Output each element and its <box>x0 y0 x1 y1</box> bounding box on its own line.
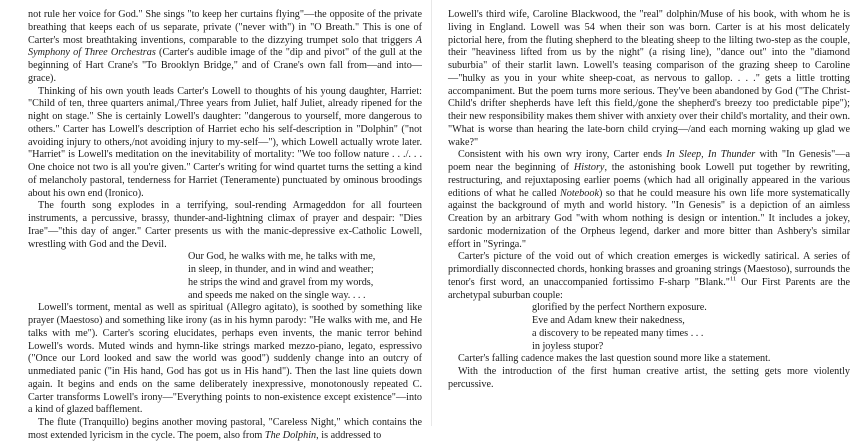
poem-quote <box>188 251 422 302</box>
paragraph-text: Carter's picture of the void out of which creation emerges is wickedly satirical. A series of primordially disconnected chords, honking brasses and groaning strings (Maestoso), surrounds the tenor's first word, an unaccompanied fortissimo F-sharp "Blank." <box>448 251 850 288</box>
poem-line: in sleep, in thunder, and in wind and weather; <box>188 264 374 275</box>
poem-quote <box>532 302 850 353</box>
paragraph-text: Our First Parents are the archetypal suburban couple: <box>448 276 850 301</box>
paragraph: Lowell's third wife, Caroline Blackwood, the "real" dolphin/Muse of his book, with whom he is living in England. Lowell was 54 when their son was born. Carter is at his most delicately pictorial here, from the fluting shepherd to the bleating sheep to the lilting two-step as the couple, their "heaviness lifted from us by the night" (a rising line), "dance out" into the "diamond suburbia" of their starlit lawn. Lowell's teasing comparison of the grazing sheep to Caroline—"hulky as you in your white sheep-coat, as nervous to gallop. . . ." gets a little trotting accompaniment. But the poem turns more serious. They've been abandoned by God ("The Christ-Child's drifter shepherds have left this field,/gone the shepherd's breezy too predictable pipe"); their new responsibility makes them shiver with anxiety over their child's mortality, and their own. "What is worse than hearing the late-born child crying—/and each morning waking up glad we wake?" <box>448 9 850 148</box>
poem-line: a discovery to be repeated many times . . . <box>532 327 704 339</box>
left-page <box>0 0 432 441</box>
poem-line: in joyless stupor? <box>532 340 604 352</box>
poem-line: and speeds me naked on the single way. . . . <box>188 289 366 301</box>
right-page <box>432 0 864 426</box>
footnote-marker: 11 <box>729 275 737 283</box>
poem-line: glorified by the perfect Northern exposure. <box>532 302 707 314</box>
paragraph: Thinking of his own youth leads Carter's Lowell to thoughts of his young daughter, Harriet: "Child of ten, three quarters animal,/Three years from Juliet, half Juliet, already ripened for the night on stage." She is certainly Lowell's daughter: "dangerous to yourself, more dangerous to others." Carter has Lowell's description of Harriet echo his self-description in "Dolphin" ("not avoiding injury to others,/not avoiding injury to my-self—"), which Lowell actually wrote later. "Harriet" is Lowell's meditation on the inevitability of mortality: "We too follow nature . . ./. . . One choice not two is all you're given." Carter's writing for wind quartet turns the setting a kind of melancholy pastoral, tenderness for Harriet (Teneramente) punctuated by ominous broodings about his own end (Ironico). <box>28 85 422 199</box>
poem-line: Our God, he walks with me, he talks with me, <box>188 251 376 263</box>
paragraph: Consistent with his own wry irony, Carter ends In Sleep, In Thunder with "In Genesis"—a poem near the beginning of History, the astonishing book Lowell put together by rewriting, restructuring, and rejuxtaposing earlier poems (which had all originally appeared in the various editions of what he called Notebook) so that he could measure his own life more systematically against the background of myth and world history. "In Genesis" is a depiction of an aimless Creation by an arbitrary God "with whom nothing is design or intention." It includes a jokey, sardonic modernization of the Orpheus legend, darker and more bitter than Ashbery's similar effort in "Syringa." <box>448 149 851 250</box>
paragraph: The fourth song explodes in a terrifying, soul-rending Armageddon for all fourteen instruments, a percussive, brassy, thunder-and-lightning climax of prayer and despair: "Dies Irae"—"this day of anger." Carter presents us with the manic-depressive ex-Catholic Lowell, wrestling with God and the Devil. <box>28 200 422 250</box>
paragraph: The flute (Tranquillo) begins another moving pastoral, "Careless Night," which contains the most extended lyricism in the cycle. The poem, also from The Dolphin, is addressed to <box>28 417 422 441</box>
paragraph: not rule her voice for God." She sings "to keep her curtains flying"—the opposite of the private breathing that keeps each of us separate, private ("never with") in "O Breath." This is one of Carter's most breathtaking inventions, comparable to the dizzying trumpet solo that triggers A Symphony of Three Orchestras (Carter's audible image of the "dip and pivot" of the gull at the beginning of Hart Crane's "To Brooklyn Bridge," and of Crane's own fall from—and into—grace). <box>28 9 422 84</box>
poem-line: he strips the wind and gravel from my words, <box>188 276 374 288</box>
paragraph <box>448 251 850 302</box>
poem-line: Eve and Adam knew their nakedness, <box>532 315 685 326</box>
paragraph: With the introduction of the first human creative artist, the setting gets more violently percussive. <box>448 366 850 390</box>
paragraph: Lowell's torment, mental as well as spiritual (Allegro agitato), is soothed by something like prayer (Maestoso) and something like irony (as in his hymn parody: "He walks with me, and He talks with me"). Carter's scoring elucidates, perhaps even invents, the manic terror behind Lowell's words. Muted winds and hymn-like strings marked mezzo-piano, legato, espressivo ("Once our Lord looked and saw the world was good") suddenly change into an outcry of unmediated panic ("in His hand, God has got us in His hand"). Then the last line quiets down again. It begins and ends on the same deliberately inexpressive, monotonously repeated C. Carter transforms Lowell's irony—"Everything points to non-existence except existence"—into a kind of glazed bafflement. <box>28 302 422 416</box>
paragraph: Carter's falling cadence makes the last question sound more like a statement. <box>458 353 771 365</box>
